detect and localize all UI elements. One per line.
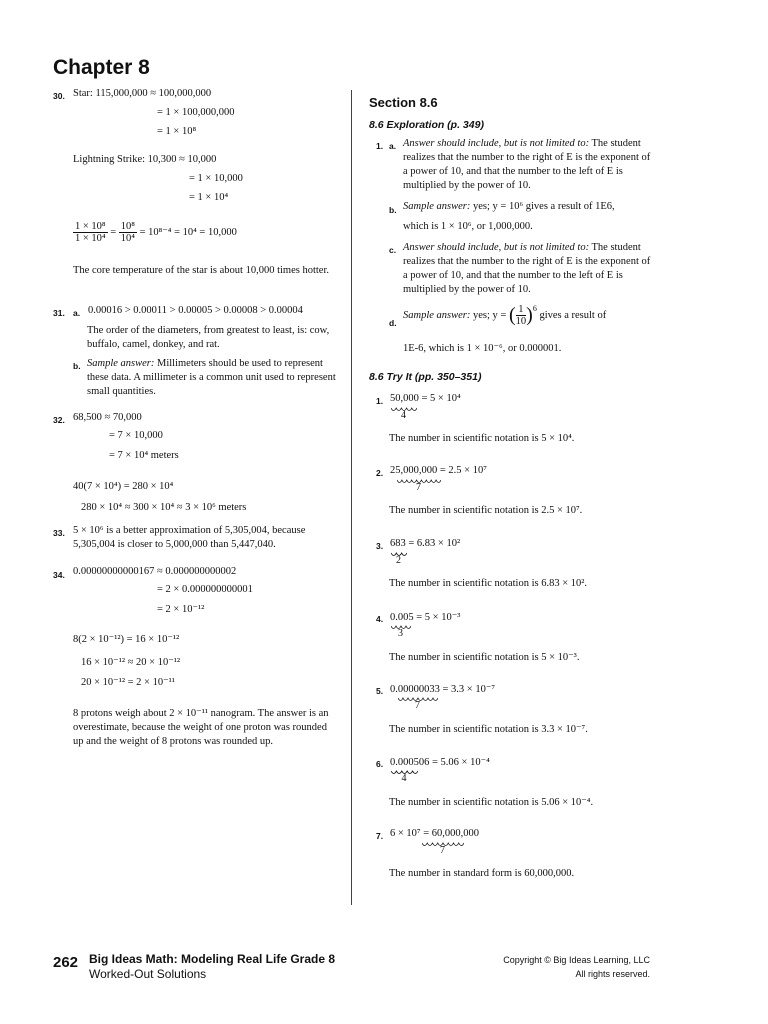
fraction [73, 221, 108, 244]
column-divider [351, 90, 352, 905]
problem-30-conclusion: The core temperature of the star is about 10,000 times hotter. [73, 265, 330, 276]
tryit-item-number: 3. [376, 541, 384, 551]
tryit-item-number: 4. [376, 614, 384, 624]
exploration-a-text [403, 137, 653, 193]
problem-34-line: 20 × 10⁻¹² = 2 × 10⁻¹¹ [81, 677, 175, 688]
answer-text: yes; y = 10⁶ gives a result of 1E6, [473, 201, 615, 212]
problem-34-line: = 2 × 10⁻¹² [157, 604, 205, 615]
problem-30-line: Star: 115,000,000 ≈ 100,000,000 [73, 88, 212, 99]
right-paren: ) [526, 304, 533, 326]
sample-answer-lead: Sample answer: [403, 309, 471, 321]
answer-text: yes; y = [473, 309, 507, 321]
problem-34-line: 16 × 10⁻¹² ≈ 20 × 10⁻¹² [81, 657, 181, 668]
decimal-move-count: 7 [440, 845, 445, 856]
exploration-c-text [403, 241, 653, 297]
tryit-answer: The number in scientific notation is 2.5 × 10⁷. [389, 505, 583, 516]
answer-text: The student realizes that the number to the right of E is the exponent of a power of 10, and that the number to the left of E is multiplied by the power of 10. [403, 242, 651, 295]
equation-rest: = 10⁸⁻⁴ = 10⁴ = 10,000 [139, 226, 237, 238]
problem-31-number: 31. [53, 308, 65, 318]
fraction-denominator: 10 [515, 316, 527, 327]
exploration-b-text [403, 201, 615, 212]
decimal-move-count: 2 [396, 555, 401, 566]
tryit-answer: The number in scientific notation is 5.06 × 10⁻⁴. [389, 797, 594, 808]
tryit-item-number: 5. [376, 686, 384, 696]
tryit-item-number: 1. [376, 396, 384, 406]
tryit-title: 8.6 Try It (pp. 350–351) [369, 371, 482, 383]
tryit-answer: The number in standard form is 60,000,000. [389, 868, 575, 879]
tryit-equation: 50,000 = 5 × 10⁴ [390, 393, 461, 404]
fraction-numerator: 1 × 10⁸ [75, 221, 106, 232]
problem-34-conclusion: 8 protons weigh about 2 × 10⁻¹¹ nanogram. The answer is an overestimate, because the weight of one proton was rounded up and the weight of 8 protons was rounded up. [73, 708, 329, 747]
problem-31-a-label: a. [73, 308, 81, 318]
problem-32-line: = 7 × 10,000 [109, 430, 163, 441]
answer-text: The student realizes that the number to the right of E is the exponent of a power of 10, and that the number to the left of E is multiplied by the power of 10. [403, 138, 651, 191]
problem-32-line: 40(7 × 10⁴) = 280 × 10⁴ [73, 481, 174, 492]
problem-30-line: = 1 × 10⁴ [189, 192, 229, 203]
exploration-number: 1. [376, 141, 384, 151]
answer-text: Millimeters should be used to represent these data. A millimeter is a common unit used to represent small quantities. [87, 358, 336, 397]
chapter-title: Chapter 8 [53, 56, 150, 79]
problem-30-line: = 1 × 10⁸ [157, 126, 197, 137]
tryit-answer: The number in scientific notation is 6.83 × 10². [389, 578, 588, 589]
exploration-title: 8.6 Exploration (p. 349) [369, 119, 484, 131]
left-paren: ( [508, 304, 516, 326]
decimal-move-count: 4 [401, 410, 406, 421]
section-title: Section 8.6 [369, 95, 438, 110]
problem-32-line: = 7 × 10⁴ meters [109, 450, 179, 461]
exploration-b-label: b. [389, 205, 397, 215]
answer-lead: Answer should include, but is not limited to: [403, 242, 590, 253]
problem-30-number: 30. [53, 91, 65, 101]
problem-33-text: 5 × 10⁶ is a better approximation of 5,305,004, because 5,305,004 is closer to 5,000,000 than 5,447,040. [73, 525, 306, 550]
problem-30-line: Lightning Strike: 10,300 ≈ 10,000 [73, 154, 217, 165]
problem-34-line: 8(2 × 10⁻¹²) = 16 × 10⁻¹² [73, 634, 180, 645]
problem-30-line: = 1 × 100,000,000 [157, 107, 235, 118]
tryit-equation: 0.00000033 = 3.3 × 10⁻⁷ [390, 684, 496, 695]
answer-lead: Answer should include, but is not limited to: [403, 138, 590, 149]
tryit-answer: The number in scientific notation is 5 × 10⁴. [389, 433, 575, 444]
book-title: Big Ideas Math: Modeling Real Life Grade 8 [89, 952, 336, 966]
tryit-item-number: 6. [376, 759, 384, 769]
rights-line: All rights reserved. [575, 969, 650, 979]
fraction-denominator: 10⁴ [120, 233, 135, 244]
tryit-equation: 0.005 = 5 × 10⁻³ [390, 612, 461, 623]
tryit-equation: 0.000506 = 5.06 × 10⁻⁴ [390, 757, 490, 768]
sample-answer-lead: Sample answer: [403, 201, 471, 212]
book-subtitle: Worked-Out Solutions [89, 967, 207, 981]
answer-text: gives a result of [539, 309, 607, 321]
decimal-move-count: 7 [416, 482, 421, 493]
problem-31-a-inequality: 0.00016 > 0.00011 > 0.00005 > 0.00008 > 0.00004 [88, 305, 303, 316]
tryit-equation: 683 = 6.83 × 10² [390, 538, 461, 549]
exploration-d-text [403, 304, 606, 327]
problem-34-line: 0.00000000000167 ≈ 0.000000000002 [73, 566, 237, 577]
tryit-item-number: 7. [376, 831, 384, 841]
exponent: 6 [532, 304, 537, 313]
problem-32-line: 68,500 ≈ 70,000 [73, 412, 142, 423]
tryit-answer: The number in scientific notation is 3.3 × 10⁻⁷. [389, 724, 588, 735]
problem-34-line: = 2 × 0.000000000001 [157, 584, 253, 595]
decimal-move-count: 4 [401, 773, 407, 784]
problem-31-a-text: The order of the diameters, from greatest to least, is: cow, buffalo, camel, donkey, and rat. [87, 325, 330, 350]
problem-30-fraction-equation [73, 221, 237, 244]
problem-33-number: 33. [53, 528, 65, 538]
fraction-numerator: 10⁸ [120, 221, 135, 232]
problem-32-number: 32. [53, 415, 65, 425]
sample-answer-lead: Sample answer: [87, 358, 155, 369]
problem-34-number: 34. [53, 570, 65, 580]
tryit-answer: The number in scientific notation is 5 × 10⁻³. [389, 652, 580, 663]
exploration-d-label: d. [389, 318, 397, 328]
copyright-line: Copyright © Big Ideas Learning, LLC [503, 955, 650, 965]
page-number: 262 [53, 954, 79, 971]
fraction [516, 304, 527, 327]
exploration-b-text-2: which is 1 × 10⁶, or 1,000,000. [403, 221, 533, 232]
exploration-c-label: c. [389, 245, 397, 255]
problem-30-line: = 1 × 10,000 [189, 173, 243, 184]
decimal-move-count: 7 [415, 700, 420, 711]
problem-32-line: 280 × 10⁴ ≈ 300 × 10⁴ ≈ 3 × 10⁶ meters [81, 502, 247, 513]
fraction-denominator: 1 × 10⁴ [75, 233, 106, 244]
tryit-equation: 6 × 10⁷ = 60,000,000 [390, 828, 480, 839]
problem-31-b-text [87, 357, 337, 399]
equals-sign: = [110, 226, 117, 238]
fraction [119, 221, 137, 244]
exploration-a-label: a. [389, 141, 397, 151]
tryit-item-number: 2. [376, 468, 384, 478]
fraction-numerator: 1 [516, 304, 527, 316]
exploration-d-text-2: 1E-6, which is 1 × 10⁻⁶, or 0.000001. [403, 343, 562, 354]
problem-31-b-label: b. [73, 361, 81, 371]
tryit-equation: 25,000,000 = 2.5 × 10⁷ [390, 465, 487, 476]
decimal-move-count: 3 [398, 628, 403, 639]
